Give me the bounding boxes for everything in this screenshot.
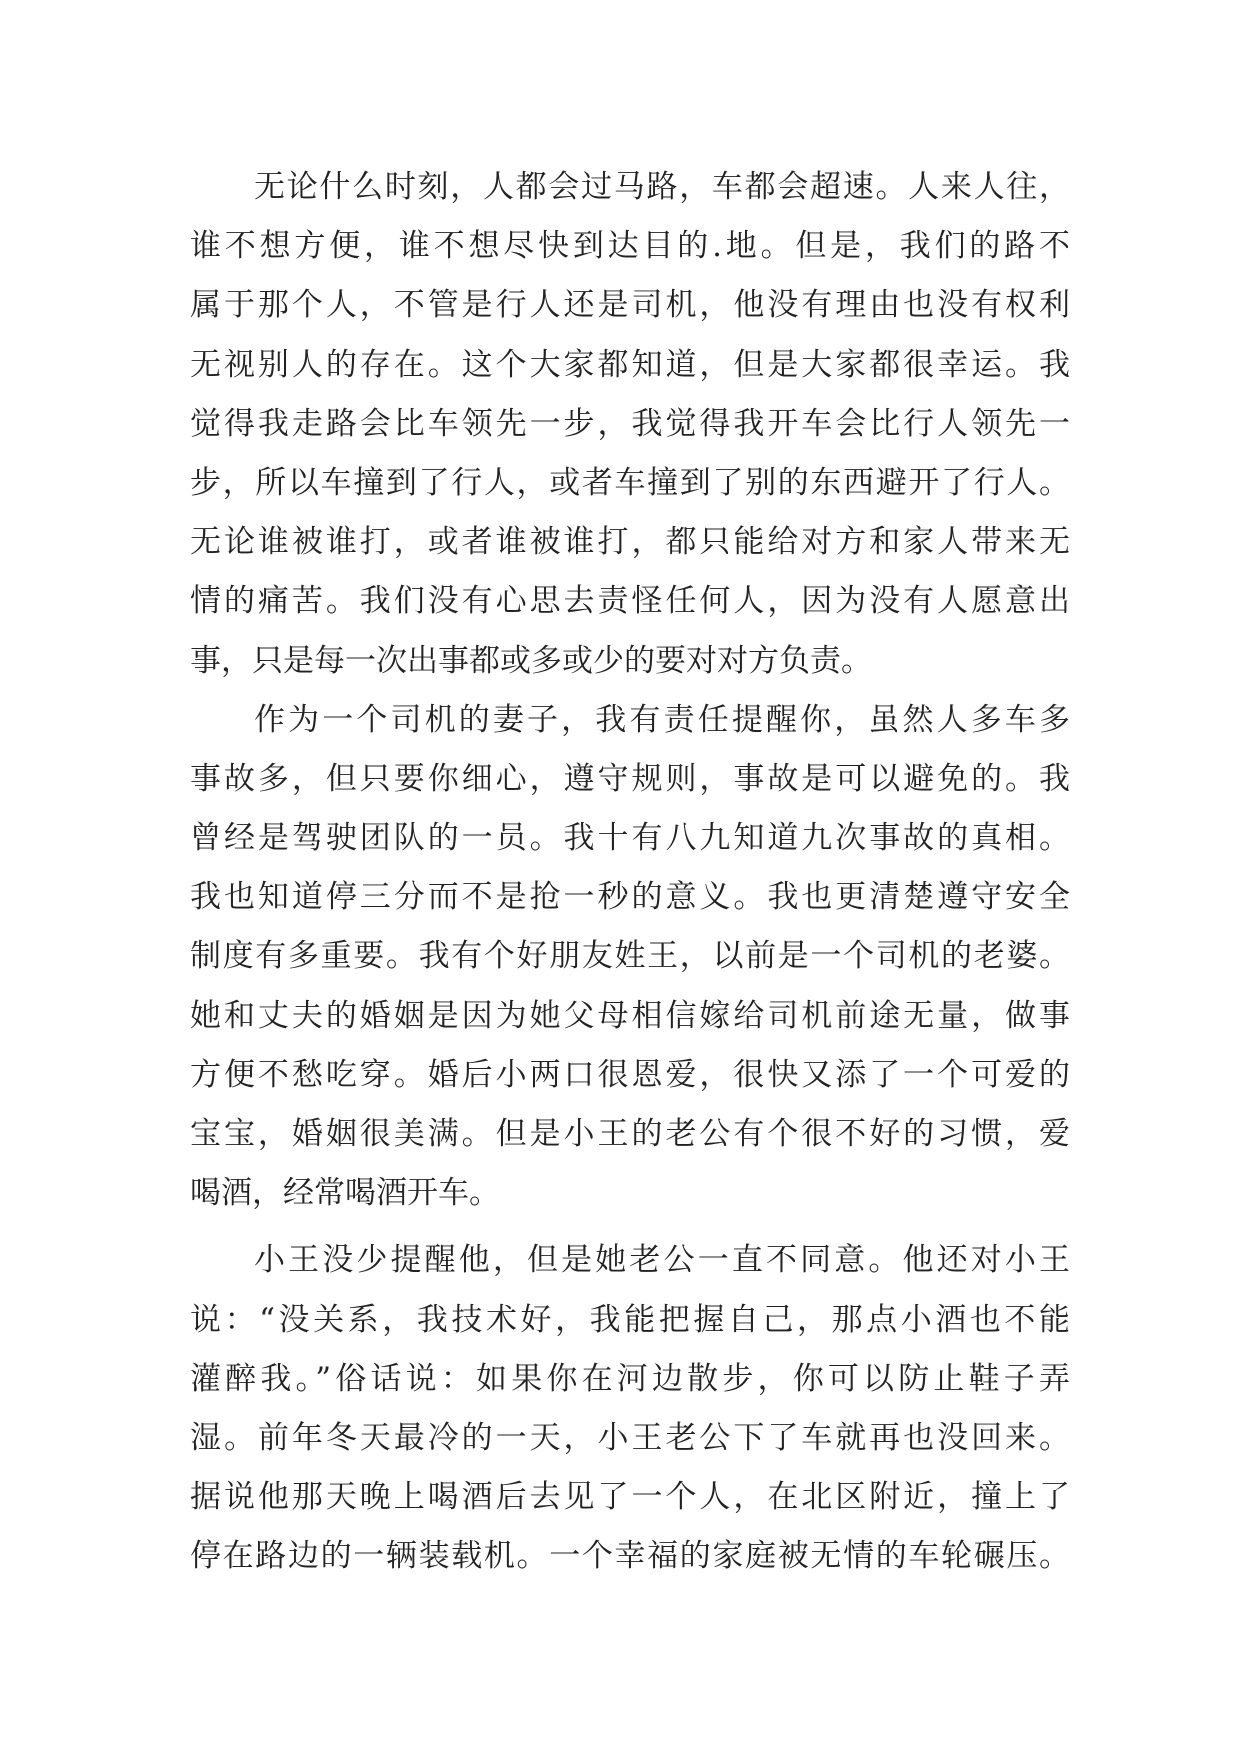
text-line: 情的痛苦。我们没有心思去责怪任何人，因为没有人愿意出 bbox=[190, 583, 1070, 620]
text-line: 制度有多重要。我有个好朋友姓王，以前是一个司机的老婆。 bbox=[190, 938, 1070, 975]
paragraph-spacer bbox=[190, 1223, 1070, 1231]
paragraph-2 bbox=[190, 691, 1070, 1224]
text-line: 灌醉我。”俗话说：如果你在河边散步，你可以防止鞋子弄 bbox=[190, 1360, 1070, 1397]
text-line: 曾经是驾驶团队的一员。我十有八九知道九次事故的真相。 bbox=[190, 820, 1070, 857]
text-line: 步，所以车撞到了行人，或者车撞到了别的东西避开了行人。 bbox=[190, 464, 1070, 501]
paragraph-3 bbox=[190, 1231, 1070, 1586]
text-line: 据说他那天晚上喝酒后去见了一个人，在北区附近，撞上了 bbox=[190, 1479, 1070, 1516]
text-line: 停在路边的一辆装载机。一个幸福的家庭被无情的车轮碾压。 bbox=[190, 1538, 1070, 1575]
document-body bbox=[190, 158, 1070, 1587]
text-line: 无论谁被谁打，或者谁被谁打，都只能给对方和家人带来无 bbox=[190, 524, 1070, 561]
text-line: 她和丈夫的婚姻是因为她父母相信嫁给司机前途无量，做事 bbox=[190, 997, 1070, 1034]
text-line: 湿。前年冬天最冷的一天，小王老公下了车就再也没回来。 bbox=[190, 1419, 1070, 1456]
text-line: 谁不想方便，谁不想尽快到达目的.地。但是，我们的路不 bbox=[190, 228, 1070, 265]
text-line: 事故多，但只要你细心，遵守规则，事故是可以避免的。我 bbox=[190, 760, 1070, 797]
text-line: 属于那个人，不管是行人还是司机，他没有理由也没有权利 bbox=[190, 287, 1070, 324]
text-line: 无论什么时刻，人都会过马路，车都会超速。人来人往， bbox=[254, 169, 1070, 205]
text-line: 无视别人的存在。这个大家都知道，但是大家都很幸运。我 bbox=[190, 346, 1070, 383]
text-line: 方便不愁吃穿。婚后小两口很恩爱，很快又添了一个可爱的 bbox=[190, 1056, 1070, 1093]
text-line: 我也知道停三分而不是抢一秒的意义。我也更清楚遵守安全 bbox=[190, 879, 1070, 916]
text-line: 作为一个司机的妻子，我有责任提醒你，虽然人多车多 bbox=[254, 701, 1070, 738]
text-line: 说：“没关系，我技术好，我能把握自己，那点小酒也不能 bbox=[190, 1301, 1070, 1338]
text-line: 宝宝，婚姻很美满。但是小王的老公有个很不好的习惯，爱 bbox=[190, 1116, 1070, 1152]
text-line: 事，只是每一次出事都或多或少的要对对方负责。 bbox=[190, 642, 872, 679]
paragraph-1 bbox=[190, 158, 1070, 691]
text-line: 觉得我走路会比车领先一步，我觉得我开车会比行人领先一 bbox=[190, 405, 1070, 442]
text-line: 喝酒，经常喝酒开车。 bbox=[190, 1175, 500, 1212]
text-line: 小王没少提醒他，但是她老公一直不同意。他还对小王 bbox=[254, 1242, 1070, 1279]
